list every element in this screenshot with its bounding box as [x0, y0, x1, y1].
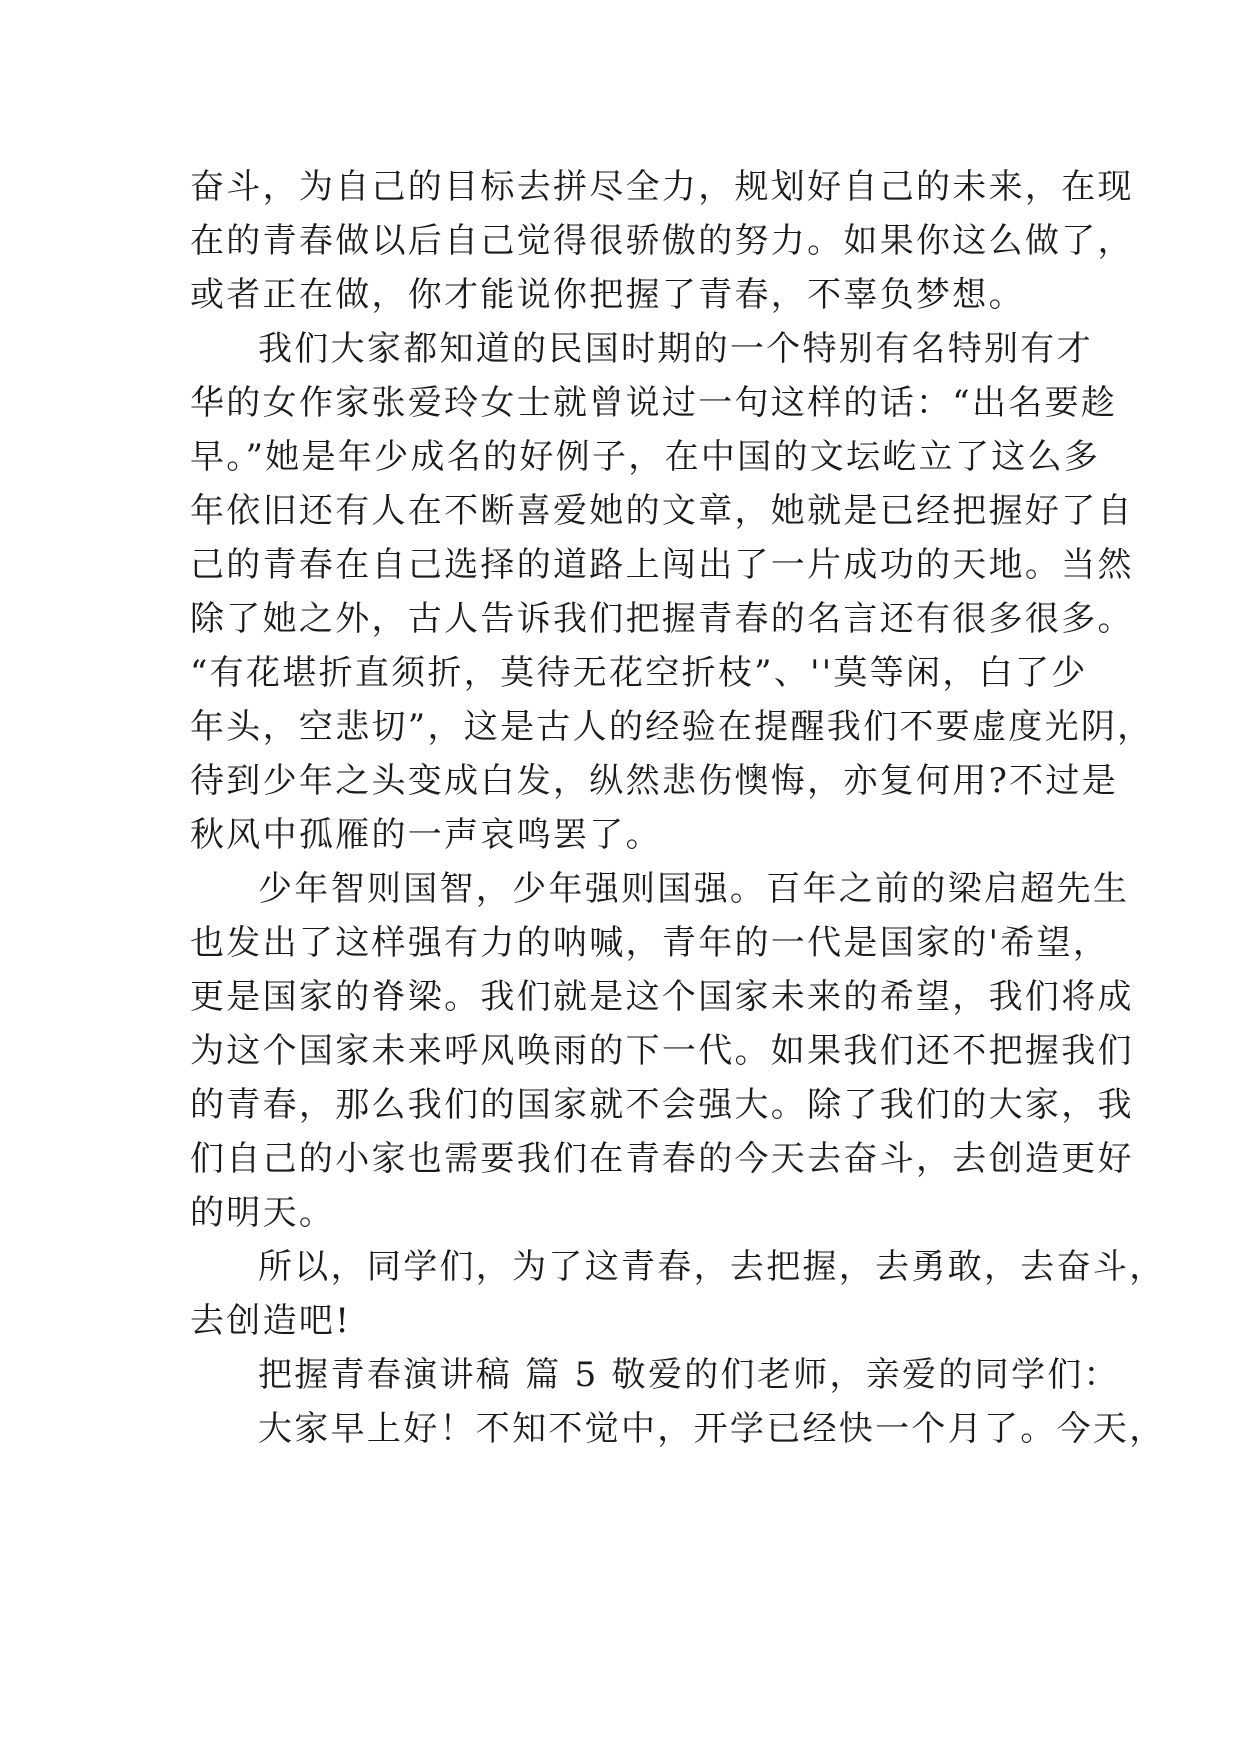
text-line: “有花堪折直须折，莫待无花空折枝”、''莫等闲，白了少 — [190, 653, 1088, 693]
text-line: 我们大家都知道的民国时期的一个特别有名特别有才 — [258, 329, 1093, 369]
text-line: 待到少年之头变成白发，纵然悲伤懊悔，亦复何用?不过是 — [190, 761, 1119, 801]
text-line: 为这个国家未来呼风唤雨的下一代。如果我们还不把握我们 — [190, 1031, 1134, 1071]
text-line: 早。”她是年少成名的好例子，在中国的文坛屹立了这么多 — [190, 437, 1101, 477]
text-line: 也发出了这样强有力的呐喊，青年的一代是国家的'希望， — [190, 923, 1110, 963]
text-line: 或者正在做，你才能说你把握了青春，不辜负梦想。 — [190, 275, 1025, 315]
text-line: 在的青春做以后自己觉得很骄傲的努力。如果你这么做了， — [190, 221, 1134, 261]
text-line: 己的青春在自己选择的道路上闯出了一片成功的天地。当然 — [190, 545, 1134, 585]
text-line: 华的女作家张爱玲女士就曾说过一句这样的话：“出名要趁 — [190, 383, 1118, 423]
text-line: 奋斗，为自己的目标去拼尽全力，规划好自己的未来，在现 — [190, 167, 1134, 207]
text-line: 更是国家的脊梁。我们就是这个国家未来的希望，我们将成 — [190, 977, 1134, 1017]
text-line: 年依旧还有人在不断喜爱她的文章，她就是已经把握好了自 — [190, 491, 1134, 531]
text-line: 的青春，那么我们的国家就不会强大。除了我们的大家，我 — [190, 1085, 1134, 1125]
text-line: 的明天。 — [190, 1193, 336, 1233]
text-line: 所以，同学们，为了这青春，去把握，去勇敢，去奋斗， — [258, 1247, 1166, 1287]
text-line: 大家早上好！不知不觉中，开学已经快一个月了。今天， — [258, 1409, 1166, 1449]
text-line: 少年智则国智，少年强则国强。百年之前的梁启超先生 — [258, 869, 1130, 909]
text-line: 除了她之外，古人告诉我们把握青春的名言还有很多很多。 — [190, 599, 1134, 639]
text-line: 年头，空悲切”，这是古人的经验在提醒我们不要虚度光阴， — [190, 707, 1154, 747]
text-line: 们自己的小家也需要我们在青春的今天去奋斗，去创造更好 — [190, 1139, 1134, 1179]
section-heading: 把握青春演讲稿 篇 5 敬爱的们老师，亲爱的同学们： — [258, 1355, 1120, 1395]
text-line: 去创造吧! — [190, 1301, 352, 1341]
text-line: 秋风中孤雁的一声哀鸣罢了。 — [190, 815, 662, 855]
